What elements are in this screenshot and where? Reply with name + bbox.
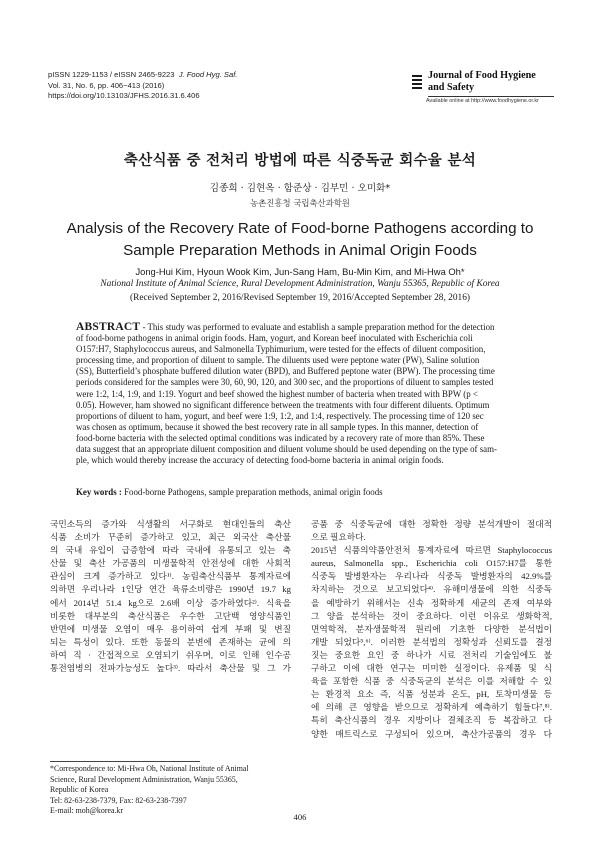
body-line: 산물 및 축산 가공품의 미생물학적 안전성에 대한 사회적 <box>50 558 291 569</box>
abstract <box>76 322 524 466</box>
correspondence-footnote <box>50 764 295 817</box>
english-affiliation: National Institute of Animal Science, Rural Development Administration, Wanju 55365, Republic of Korea <box>100 279 500 289</box>
body-line: 으로 필요하다. <box>311 532 366 543</box>
abstract-line: food-borne bacteria with the selected optimal conditions was indicated by a recovery rate of more than 85%. These <box>76 432 485 443</box>
volume-line: Vol. 31, No. 6, pp. 406~413 (2016) <box>48 80 165 90</box>
abstract-line: periods considered for the samples were 30, 60, 90, 120, and 300 sec, and the proportions of diluent to samples tested <box>76 377 494 388</box>
body-column-right <box>311 518 552 741</box>
journal-abbreviation: J. Food Hyg. Saf. <box>178 70 238 79</box>
abstract-line: of food-borne pathogens in animal origin foods. Ham, yogurt, and Korean beef inoculated with Escherichia coli <box>76 333 473 344</box>
body-line: 양한 매트릭스로 구성되어 있으며, 축산가공품의 경우 다 <box>311 728 552 739</box>
journal-url[interactable]: Available online at http://www.foodhygiene.or.kr <box>426 98 539 104</box>
abstract-text: - This study was performed to evaluate and establish a sample preparation method for the detection <box>140 322 495 332</box>
abstract-line: (SS), Butterfield’s phosphate buffered dilution water (BPD), and Buffered peptone water (BPW). The processing time <box>76 366 495 377</box>
footnote-line: Tel: 82-63-238-7379, Fax: 82-63-238-7397 <box>50 795 187 805</box>
body-line: 면역학적, 분자생물학적 원리에 기초한 다양한 분석법이 <box>311 623 552 634</box>
body-line: 식중독 발병환자는 우리나라 식중독 발병환자의 42.9%를 <box>311 571 552 582</box>
body-column-left <box>50 518 291 675</box>
body-line: 구하고 이에 대한 연구는 미미한 실정이다. 유제품 및 식 <box>311 663 552 674</box>
journal-logo-title <box>428 70 536 94</box>
korean-authors: 김종희 · 김현옥 · 함준상 · 김부민 · 오미화* <box>209 183 391 194</box>
abstract-line: O157:H7, Staphylococcus aureus, and Salmonella Typhimurium, were tested for the effects of diluent composition, <box>76 344 486 355</box>
abstract-line: was chosen as optimum, because it showed the best recovery rate in all sample types. In this manner, detection of <box>76 421 479 432</box>
body-line: 에서 2014년 51.4 kg으로 2.6배 이상 증가하였다²⁾. 식육을 <box>50 597 291 608</box>
body-line: 는 환경적 요소 즉, 식품 성분과 온도, pH, 토착미생물 등 <box>311 689 552 700</box>
page-number: 406 <box>293 812 307 822</box>
body-line: 특히 축산식품의 경우 지방이나 결체조직 등 복잡하고 다 <box>311 715 552 726</box>
journal-logo <box>412 70 554 106</box>
body-line: 의하면 우리나라 1인당 연간 육류소비량은 1990년 19.7 kg <box>50 584 291 595</box>
body-line: 차지하는 것으로 보고되었다⁴⁾. 유해미생물에 의한 식중독 <box>311 584 552 595</box>
korean-affiliation: 농촌진흥청 국립축산과학원 <box>250 198 350 208</box>
footnote-line: *Correspondence to: Mi-Hwa Oh, National Institute of Animal <box>50 764 249 773</box>
issn: pISSN 1229-1153 / eISSN 2465-9223 <box>48 70 175 79</box>
abstract-line: processing time, and proportion of diluent to sample. The diluents used were peptone water (PW), Saline solution <box>76 355 480 366</box>
keywords <box>76 487 524 497</box>
body-line: 하여 직 · 간접적으로 오염되기 쉬우며, 이로 인해 인수공 <box>50 649 291 660</box>
english-title-line2: Sample Preparation Methods in Animal Origin Foods <box>123 242 477 259</box>
journal-logo-title-line2: and Safety <box>428 82 475 93</box>
journal-metadata <box>48 70 237 102</box>
abstract-line: proportions of diluent to ham, yogurt, and beef were 1:9, 1:2, and 1:4, respectively. The processing time of 120 sec <box>76 410 484 421</box>
received-dates: (Received September 2, 2016/Revised September 19, 2016/Accepted September 28, 2016) <box>129 293 470 303</box>
body-line: 을 예방하기 위해서는 신속 정확하게 세균의 존재 여부와 <box>311 597 552 608</box>
body-line: 되는 특성이 있다. 또한 동물의 분변에 존재하는 균에 의 <box>50 636 291 647</box>
footnote-email[interactable]: E-mail: moh@korea.kr <box>50 806 123 816</box>
body-line: 육을 포함한 식품 중 식중독균의 분석은 이를 저해할 수 있 <box>311 676 552 687</box>
body-line: 관심이 크게 증가하고 있다¹⁾. 농림축산식품부 통계자료에 <box>50 571 291 582</box>
body-line: 그 양을 분석하는 것이 중요하다. 이런 이유로 생화학적, <box>311 610 552 621</box>
body-line: 국민소득의 증가와 식생활의 서구화로 현대인들의 축산 <box>50 519 291 529</box>
abstract-line: data suggest that an appropriate diluent composition and diluent volume should be used depending on the type of sam- <box>76 444 497 455</box>
footnote-divider <box>50 761 200 762</box>
body-line: 짓는 중요한 요인 중 하나가 시료 전처리 기술임에도 불 <box>311 649 552 660</box>
body-line: 통전염병의 전파가능성도 높다³⁾. 따라서 축산물 및 그 가 <box>50 663 291 674</box>
body-line: aureus, Salmonella spp., Escherichia coli O157:H7를 통한 <box>311 558 552 569</box>
journal-logo-title-line1: Journal of Food Hygiene <box>428 70 536 81</box>
body-line: 식품 소비가 꾸준히 증가하고 있고, 최근 외국산 축산물 <box>50 532 291 543</box>
abstract-line: 0.05). However, ham showed no significant difference between the treatments with four different diluents. Optimum <box>76 399 490 410</box>
keywords-label: Key words : <box>76 487 122 497</box>
abstract-line <box>76 322 524 333</box>
issn-line <box>48 70 237 81</box>
korean-title: 축산식품 중 전처리 방법에 따른 식중독균 회수율 분석 <box>123 153 477 169</box>
body-line: 개발 되었다⁵,⁶⁾. 이러한 분석법의 정확성과 신뢰도를 결정 <box>311 636 552 647</box>
english-title-line1: Analysis of the Recovery Rate of Food-borne Pathogens according to <box>66 220 534 237</box>
abstract-heading: ABSTRACT <box>76 321 141 333</box>
body-line: 의 국내 유입이 급증함에 따라 국내에 유통되고 있는 축 <box>50 545 291 556</box>
abstract-line: ple, which would thereby increase the accuracy of detecting food-borne bacteria in animal origin foods. <box>76 455 444 466</box>
abstract-line: were 1:2, 1:4, 1:9, and 1:19. Yogurt and beef showed the highest number of bacteria when treated with BPW (p < <box>76 388 478 399</box>
keywords-text: Food-borne Pathogens, sample preparation methods, animal origin foods <box>121 487 383 497</box>
body-line: 2015년 식품의약품안전처 통계자료에 따르면 Staphylococcus <box>311 545 552 556</box>
english-title <box>40 218 560 262</box>
journal-logo-divider <box>428 96 554 97</box>
footnote-line: Science, Rural Development Administration, Wanju 55365, <box>50 774 238 784</box>
body-line: 반면에 미생물 오염이 매우 용이하여 쉽게 부패 및 변질 <box>50 623 291 634</box>
doi-link[interactable]: https://doi.org/10.13103/JFHS.2016.31.6.406 <box>48 91 200 101</box>
footnote-line: Republic of Korea <box>50 785 109 795</box>
body-line: 공품 중 식중독균에 대한 정확한 정량 분석개발이 절대적 <box>311 519 552 529</box>
body-line: 에 의해 큰 영향을 받으므로 정확하게 예측하기 힘들다⁷,⁸⁾. <box>311 702 552 713</box>
body-line: 비롯한 대부분의 축산식품은 우수한 고단백 영양식품인 <box>50 610 291 621</box>
journal-logo-icon <box>412 75 424 89</box>
english-authors: Jong-Hui Kim, Hyoun Wook Kim, Jun-Sang Ham, Bu-Min Kim, and Mi-Hwa Oh* <box>135 266 465 277</box>
